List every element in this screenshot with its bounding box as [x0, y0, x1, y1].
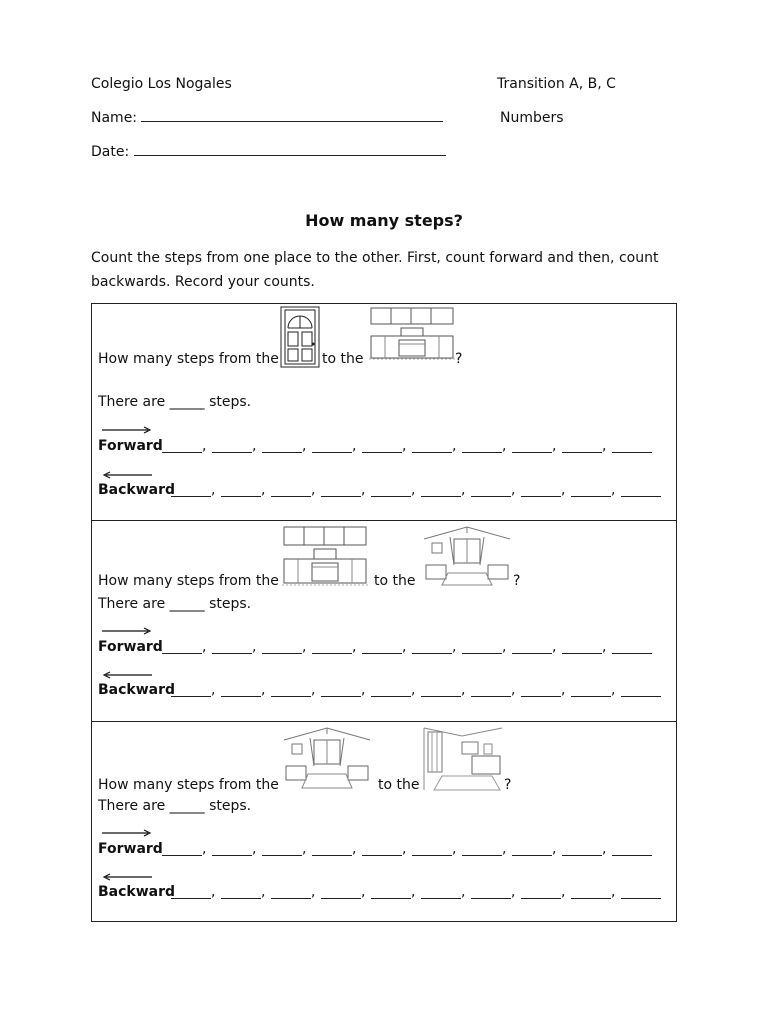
section-1 [92, 304, 676, 521]
backward-arrow-icon [102, 872, 152, 882]
worksheet-table [91, 303, 677, 922]
question-prefix: How many steps from the [98, 777, 279, 793]
worksheet-title: How many steps? [305, 211, 463, 230]
name-label: Name: [91, 110, 138, 126]
name-row [91, 110, 443, 126]
question-prefix: How many steps from the [98, 573, 279, 589]
name-blank[interactable] [141, 120, 443, 122]
question-mark: ? [504, 777, 512, 793]
subject-label: Numbers [500, 110, 564, 126]
forward-label: Forward [98, 639, 163, 655]
backward-blanks[interactable]: , , , , , , , , , [171, 884, 661, 899]
date-label: Date: [91, 144, 130, 160]
question-mark: ? [455, 351, 463, 367]
kitchen-icon [282, 525, 368, 587]
date-blank[interactable] [134, 154, 446, 156]
living-room-icon [282, 726, 372, 790]
instructions: Count the steps from one place to the other. First, count forward and then, count backwards. Record your counts. [91, 250, 659, 290]
forward-label: Forward [98, 438, 163, 454]
forward-blanks[interactable]: , , , , , , , , , [162, 639, 652, 654]
backward-arrow-icon [102, 470, 152, 480]
there-are-steps: There are _____ steps. [98, 798, 252, 814]
bedroom-icon [422, 726, 504, 792]
backward-blanks[interactable]: , , , , , , , , , [171, 682, 661, 697]
forward-blanks[interactable]: , , , , , , , , , [162, 438, 652, 453]
forward-arrow-icon [102, 425, 152, 435]
forward-label: Forward [98, 841, 163, 857]
backward-arrow-icon [102, 670, 152, 680]
door-icon [280, 306, 320, 368]
date-row [91, 144, 446, 160]
there-are-steps: There are _____ steps. [98, 596, 252, 612]
section-2 [92, 521, 676, 722]
forward-arrow-icon [102, 828, 152, 838]
backward-blanks[interactable]: , , , , , , , , , [171, 482, 661, 497]
living-room-icon [422, 525, 512, 587]
backward-label: Backward [98, 682, 176, 698]
school-name: Colegio Los Nogales [91, 76, 232, 92]
question-to: to the [322, 351, 364, 367]
kitchen-icon [369, 306, 455, 360]
grade-label: Transition A, B, C [497, 76, 616, 92]
question-prefix: How many steps from the [98, 351, 279, 367]
forward-blanks[interactable]: , , , , , , , , , [162, 841, 652, 856]
forward-arrow-icon [102, 626, 152, 636]
there-are-steps: There are _____ steps. [98, 394, 252, 410]
question-mark: ? [513, 573, 521, 589]
section-3 [92, 722, 676, 921]
question-to: to the [374, 573, 416, 589]
backward-label: Backward [98, 884, 176, 900]
backward-label: Backward [98, 482, 176, 498]
question-to: to the [378, 777, 420, 793]
